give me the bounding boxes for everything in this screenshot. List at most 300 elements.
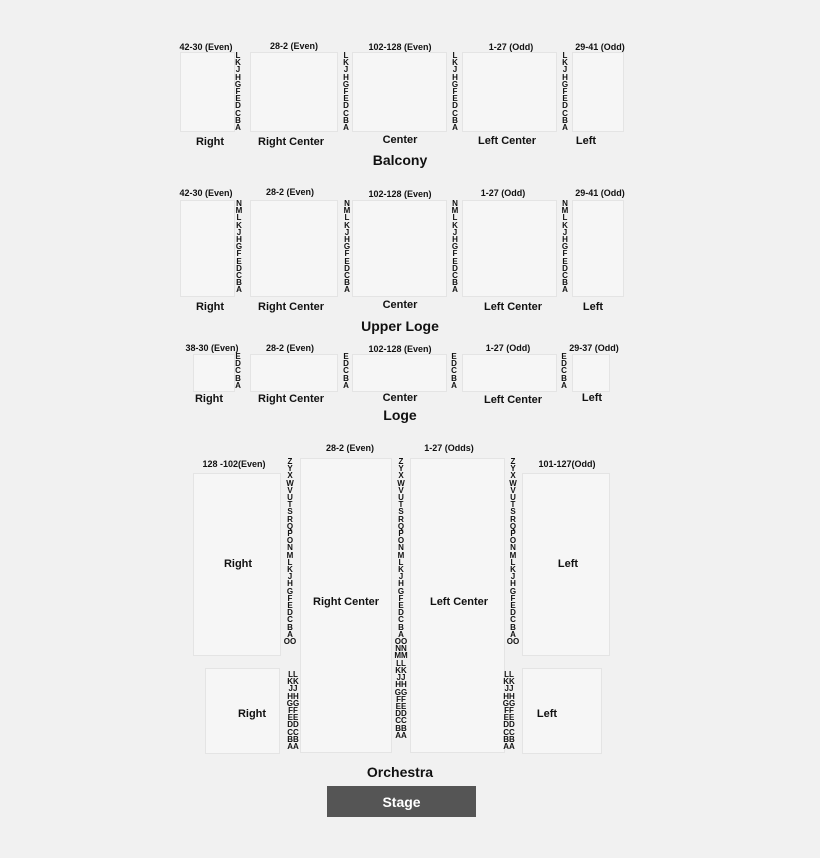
row-label: H: [235, 72, 241, 82]
row-label: JJ: [504, 684, 514, 694]
loge-rows-2: [343, 353, 349, 389]
row-label: F: [398, 593, 404, 603]
row-label: Y: [510, 464, 516, 474]
row-label: B: [235, 115, 241, 125]
balcony-header-right-center: 28-2 (Even): [269, 41, 319, 51]
row-label: C: [343, 108, 349, 118]
row-label: S: [287, 507, 293, 517]
row-label: U: [510, 493, 516, 503]
row-label: G: [343, 242, 351, 252]
row-label: H: [452, 72, 458, 82]
row-label: W: [397, 478, 405, 488]
row-label: J: [452, 65, 458, 75]
row-label: N: [287, 543, 293, 553]
balcony-header-left: 29-41 (Odd): [575, 42, 625, 52]
row-label: K: [452, 220, 458, 230]
row-label: F: [562, 87, 568, 97]
row-label: F: [287, 593, 293, 603]
row-label: C: [562, 271, 568, 281]
loge-left-center-section: [462, 354, 557, 392]
row-label: V: [287, 485, 293, 495]
orchestra-label-right: Right: [223, 558, 253, 570]
row-label: B: [452, 278, 458, 288]
orchestra-rows-right-upper: [284, 458, 296, 645]
row-label: D: [235, 101, 241, 111]
row-label: Z: [287, 457, 293, 466]
row-label: E: [235, 352, 241, 361]
orchestra-header-right-center: 28-2 (Even): [325, 443, 375, 453]
row-label: T: [398, 500, 404, 510]
row-label: F: [236, 249, 242, 259]
row-label: L: [510, 557, 516, 567]
row-label: E: [562, 256, 568, 266]
row-label: Z: [510, 457, 516, 466]
row-label: L: [344, 213, 350, 223]
row-label: FF: [504, 706, 514, 716]
row-label: Q: [509, 521, 517, 531]
upper-loge-left-section: [572, 200, 624, 297]
row-label: L: [398, 557, 404, 567]
row-label: H: [344, 235, 350, 245]
row-label: G: [286, 586, 294, 596]
row-label: K: [344, 220, 350, 230]
row-label: C: [562, 108, 568, 118]
upper-loge-header-left: 29-41 (Odd): [575, 188, 625, 198]
upper-loge-label-left-center: Left Center: [483, 301, 543, 313]
row-label: A: [452, 285, 458, 295]
balcony-center-section: [352, 52, 447, 132]
row-label: N: [510, 543, 516, 553]
row-label: H: [236, 235, 242, 245]
row-label: C: [344, 271, 350, 281]
row-label: A: [236, 285, 242, 295]
row-label: DD: [287, 720, 299, 730]
row-label: L: [562, 213, 568, 223]
orchestra-label-left: Left: [557, 558, 579, 570]
orchestra-label-right-lower: Right: [237, 708, 267, 720]
orchestra-title: Orchestra: [366, 764, 434, 780]
row-label: HH: [395, 680, 407, 690]
balcony-rows-4: [562, 52, 568, 131]
row-label: K: [562, 58, 568, 68]
row-label: L: [562, 51, 568, 60]
row-label: E: [235, 94, 241, 104]
row-label: AA: [395, 730, 407, 740]
balcony-label-left-center: Left Center: [477, 135, 537, 147]
row-label: J: [562, 65, 568, 75]
upper-loge-center-section: [352, 200, 447, 297]
loge-center-section: [352, 354, 447, 392]
row-label: FF: [288, 706, 298, 716]
row-label: P: [510, 529, 516, 539]
row-label: U: [398, 493, 404, 503]
orchestra-header-right: 128 -102(Even): [202, 459, 266, 469]
row-label: C: [287, 615, 293, 625]
row-label: A: [451, 380, 457, 390]
row-label: N: [452, 199, 458, 208]
row-label: N: [344, 199, 350, 208]
balcony-rows-1: [235, 52, 241, 131]
row-label: B: [562, 115, 568, 125]
row-label: OO: [394, 637, 408, 647]
balcony-right-section: [180, 52, 235, 132]
row-label: J: [236, 227, 242, 237]
row-label: E: [287, 601, 293, 611]
row-label: BB: [395, 723, 407, 733]
row-label: OO: [283, 637, 297, 647]
row-label: E: [452, 256, 458, 266]
row-label: A: [287, 629, 293, 639]
loge-header-right-center: 28-2 (Even): [265, 343, 315, 353]
loge-label-left: Left: [581, 392, 603, 404]
row-label: D: [561, 359, 567, 369]
row-label: G: [451, 242, 459, 252]
row-label: F: [235, 87, 241, 97]
upper-loge-rows-4: [562, 200, 569, 294]
row-label: H: [562, 235, 568, 245]
row-label: M: [509, 550, 517, 560]
row-label: E: [343, 94, 349, 104]
row-label: BB: [287, 734, 299, 744]
balcony-header-center: 102-128 (Even): [368, 42, 432, 52]
row-label: N: [236, 199, 242, 208]
loge-left-section: [572, 354, 610, 392]
loge-header-right: 38-30 (Even): [185, 343, 239, 353]
row-label: V: [398, 485, 404, 495]
row-label: A: [562, 123, 568, 133]
loge-rows-4: [561, 353, 567, 389]
row-label: Y: [398, 464, 404, 474]
orchestra-rows-right-lower: [287, 671, 299, 750]
row-label: O: [397, 536, 405, 546]
row-label: A: [343, 380, 349, 390]
orchestra-header-left-center: 1-27 (Odds): [424, 443, 474, 453]
row-label: F: [452, 249, 458, 259]
row-label: C: [452, 271, 458, 281]
row-label: D: [510, 608, 516, 618]
row-label: L: [287, 557, 293, 567]
row-label: G: [342, 79, 350, 89]
row-label: J: [452, 227, 458, 237]
row-label: A: [344, 285, 350, 295]
row-label: DD: [395, 709, 407, 719]
upper-loge-title: Upper Loge: [361, 318, 439, 334]
row-label: HH: [503, 691, 515, 701]
row-label: F: [452, 87, 458, 97]
row-label: M: [343, 206, 351, 216]
row-label: HH: [287, 691, 299, 701]
row-label: GG: [286, 698, 300, 708]
row-label: N: [562, 199, 568, 208]
row-label: O: [286, 536, 294, 546]
row-label: DD: [503, 720, 515, 730]
row-label: D: [452, 263, 458, 273]
loge-label-left-center: Left Center: [483, 394, 543, 406]
row-label: D: [235, 359, 241, 369]
upper-loge-label-right-center: Right Center: [258, 301, 324, 313]
row-label: J: [344, 227, 350, 237]
orchestra-label-left-center: Left Center: [429, 596, 489, 608]
loge-label-right-center: Right Center: [258, 393, 324, 405]
row-label: F: [510, 593, 516, 603]
upper-loge-label-right: Right: [195, 301, 225, 313]
row-label: B: [452, 115, 458, 125]
row-label: BB: [503, 734, 515, 744]
row-label: E: [344, 256, 350, 266]
upper-loge-rows-2: [344, 200, 351, 294]
row-label: EE: [395, 701, 407, 711]
row-label: C: [235, 108, 241, 118]
balcony-rows-3: [452, 52, 458, 131]
row-label: B: [561, 373, 567, 383]
orchestra-label-left-lower: Left: [536, 708, 558, 720]
loge-label-right: Right: [194, 393, 224, 405]
row-label: H: [562, 72, 568, 82]
loge-right-section: [193, 354, 235, 392]
row-label: EE: [287, 713, 299, 723]
row-label: AA: [287, 742, 299, 752]
balcony-left-section: [572, 52, 624, 132]
row-label: M: [286, 550, 294, 560]
row-label: CC: [395, 716, 407, 726]
row-label: C: [398, 615, 404, 625]
row-label: T: [510, 500, 516, 510]
row-label: JJ: [288, 684, 298, 694]
row-label: L: [343, 51, 349, 60]
row-label: H: [398, 579, 404, 589]
row-label: C: [451, 366, 457, 376]
orchestra-label-right-center: Right Center: [313, 596, 379, 608]
row-label: K: [343, 58, 349, 68]
row-label: D: [343, 101, 349, 111]
row-label: F: [562, 249, 568, 259]
stage: [327, 786, 476, 817]
row-label: C: [343, 366, 349, 376]
balcony-label-right-center: Right Center: [258, 136, 324, 148]
row-label: J: [562, 227, 568, 237]
row-label: H: [287, 579, 293, 589]
row-label: G: [397, 586, 405, 596]
row-label: D: [236, 263, 242, 273]
upper-loge-header-right-center: 28-2 (Even): [265, 187, 315, 197]
orchestra-header-left: 101-127(Odd): [538, 459, 596, 469]
loge-rows-1: [235, 353, 241, 389]
row-label: L: [235, 51, 241, 60]
row-label: X: [398, 471, 404, 481]
row-label: KK: [503, 677, 515, 687]
row-label: D: [344, 263, 350, 273]
row-label: C: [235, 366, 241, 376]
row-label: LL: [396, 658, 406, 668]
row-label: AA: [503, 742, 515, 752]
row-label: A: [398, 629, 404, 639]
row-label: R: [510, 514, 516, 524]
row-label: B: [451, 373, 457, 383]
row-label: C: [452, 108, 458, 118]
row-label: EE: [503, 713, 515, 723]
row-label: M: [561, 206, 569, 216]
upper-loge-right-section: [180, 200, 235, 297]
row-label: E: [561, 352, 567, 361]
loge-header-center: 102-128 (Even): [368, 344, 432, 354]
row-label: A: [343, 123, 349, 133]
loge-header-left-center: 1-27 (Odd): [485, 343, 531, 353]
row-label: V: [510, 485, 516, 495]
row-label: E: [510, 601, 516, 611]
loge-label-center: Center: [382, 392, 418, 404]
row-label: K: [287, 565, 293, 575]
row-label: K: [452, 58, 458, 68]
row-label: Y: [287, 464, 293, 474]
row-label: E: [343, 352, 349, 361]
upper-loge-header-center: 102-128 (Even): [368, 189, 432, 199]
row-label: H: [343, 72, 349, 82]
row-label: C: [510, 615, 516, 625]
row-label: E: [398, 601, 404, 611]
row-label: D: [562, 101, 568, 111]
row-label: CC: [503, 727, 515, 737]
row-label: G: [235, 242, 243, 252]
row-label: K: [236, 220, 242, 230]
row-label: H: [452, 235, 458, 245]
balcony-left-center-section: [462, 52, 557, 132]
row-label: KK: [287, 677, 299, 687]
row-label: E: [451, 352, 457, 361]
row-label: LL: [504, 670, 514, 679]
row-label: K: [510, 565, 516, 575]
row-label: Z: [398, 457, 404, 466]
orchestra-rows-left-lower: [503, 671, 515, 750]
row-label: CC: [287, 727, 299, 737]
row-label: F: [343, 87, 349, 97]
upper-loge-rows-3: [452, 200, 459, 294]
row-label: B: [343, 373, 349, 383]
row-label: K: [235, 58, 241, 68]
upper-loge-right-center-section: [250, 200, 338, 297]
row-label: JJ: [396, 673, 406, 683]
row-label: B: [236, 278, 242, 288]
row-label: R: [287, 514, 293, 524]
row-label: E: [236, 256, 242, 266]
row-label: X: [287, 471, 293, 481]
row-label: P: [287, 529, 293, 539]
balcony-rows-2: [343, 52, 349, 131]
row-label: M: [397, 550, 405, 560]
upper-loge-left-center-section: [462, 200, 557, 297]
row-label: E: [562, 94, 568, 104]
row-label: K: [398, 565, 404, 575]
row-label: L: [452, 51, 458, 60]
orchestra-rows-center: [394, 458, 407, 739]
row-label: FF: [396, 694, 406, 704]
row-label: X: [510, 471, 516, 481]
row-label: J: [398, 572, 404, 582]
row-label: G: [451, 79, 459, 89]
row-label: P: [398, 529, 404, 539]
balcony-header-left-center: 1-27 (Odd): [488, 42, 534, 52]
upper-loge-label-center: Center: [382, 299, 418, 311]
row-label: W: [286, 478, 294, 488]
row-label: J: [510, 572, 516, 582]
row-label: Q: [397, 521, 405, 531]
row-label: G: [561, 242, 569, 252]
row-label: H: [510, 579, 516, 589]
row-label: A: [235, 380, 241, 390]
row-label: D: [451, 359, 457, 369]
row-label: MM: [394, 651, 408, 661]
row-label: M: [235, 206, 243, 216]
row-label: A: [562, 285, 568, 295]
row-label: B: [562, 278, 568, 288]
row-label: J: [343, 65, 349, 75]
balcony-title: Balcony: [372, 152, 428, 168]
row-label: W: [509, 478, 517, 488]
upper-loge-header-right: 42-30 (Even): [179, 188, 233, 198]
row-label: J: [287, 572, 293, 582]
row-label: G: [561, 79, 569, 89]
row-label: A: [235, 123, 241, 133]
row-label: B: [398, 622, 404, 632]
loge-right-center-section: [250, 354, 338, 392]
row-label: L: [236, 213, 242, 223]
row-label: M: [451, 206, 459, 216]
row-label: T: [287, 500, 293, 510]
row-label: B: [235, 373, 241, 383]
row-label: U: [287, 493, 293, 503]
row-label: R: [398, 514, 404, 524]
row-label: B: [344, 278, 350, 288]
row-label: G: [234, 79, 242, 89]
row-label: E: [452, 94, 458, 104]
row-label: OO: [506, 637, 520, 647]
row-label: O: [509, 536, 517, 546]
upper-loge-header-left-center: 1-27 (Odd): [480, 188, 526, 198]
row-label: A: [452, 123, 458, 133]
row-label: GG: [502, 698, 516, 708]
balcony-label-center: Center: [382, 134, 418, 146]
row-label: S: [398, 507, 404, 517]
row-label: D: [398, 608, 404, 618]
row-label: GG: [394, 687, 408, 697]
loge-header-left: 29-37 (Odd): [569, 343, 619, 353]
upper-loge-rows-1: [236, 200, 243, 294]
row-label: J: [235, 65, 241, 75]
row-label: K: [562, 220, 568, 230]
row-label: D: [562, 263, 568, 273]
upper-loge-label-left: Left: [582, 301, 604, 313]
row-label: G: [509, 586, 517, 596]
orchestra-left-lower-section: [522, 668, 602, 754]
row-label: D: [343, 359, 349, 369]
row-label: A: [510, 629, 516, 639]
row-label: C: [236, 271, 242, 281]
row-label: S: [510, 507, 516, 517]
row-label: KK: [395, 665, 407, 675]
loge-rows-3: [451, 353, 457, 389]
balcony-label-right: Right: [195, 136, 225, 148]
row-label: F: [344, 249, 350, 259]
row-label: NN: [395, 644, 407, 654]
row-label: Q: [286, 521, 294, 531]
orchestra-rows-left-upper: [507, 458, 519, 645]
row-label: D: [452, 101, 458, 111]
row-label: N: [398, 543, 404, 553]
loge-title: Loge: [383, 407, 417, 423]
row-label: L: [452, 213, 458, 223]
row-label: B: [343, 115, 349, 125]
row-label: C: [561, 366, 567, 376]
row-label: B: [287, 622, 293, 632]
